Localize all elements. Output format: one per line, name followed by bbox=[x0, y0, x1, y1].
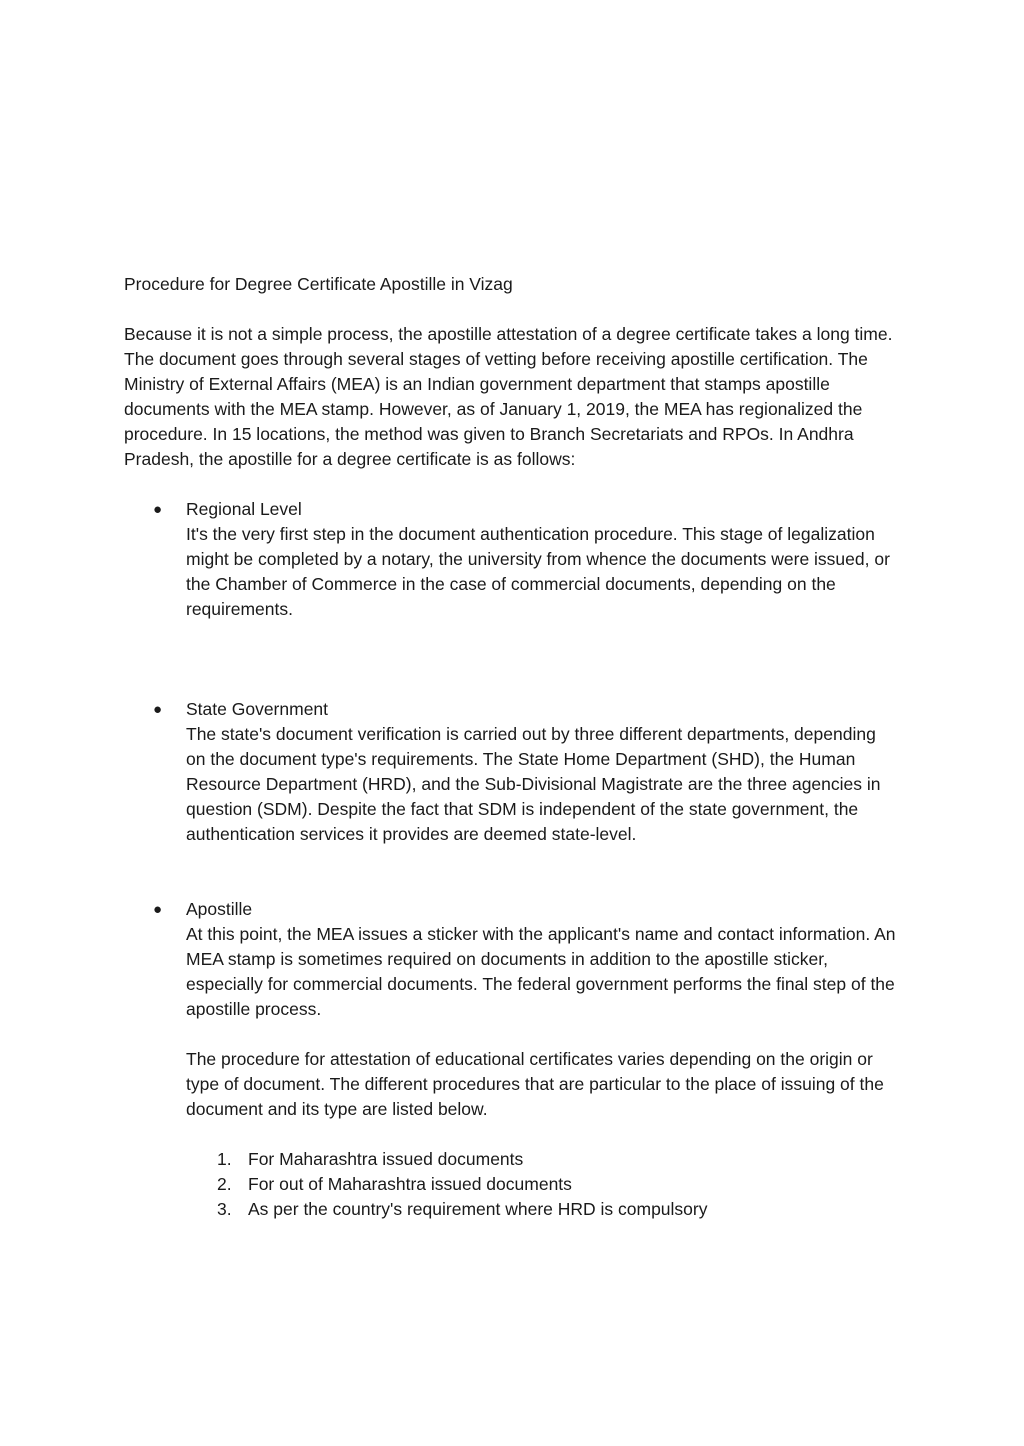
bullet-item-regional-level bbox=[124, 497, 899, 622]
numbered-marker: 1. bbox=[217, 1149, 232, 1169]
intro-paragraph: Because it is not a simple process, the apostille attestation of a degree certificate takes a long time. The document goes through several stages of vetting before receiving apostille certification. The Ministry of External Affairs (MEA) is an Indian government department that stamps apostille documents with the MEA stamp. However, as of January 1, 2019, the MEA has regionalized the procedure. In 15 locations, the method was given to Branch Secretariats and RPOs. In Andhra Pradesh, the apostille for a degree certificate is as follows: bbox=[124, 324, 893, 469]
bullet-heading: Apostille bbox=[186, 899, 253, 919]
document-body bbox=[124, 272, 899, 1222]
numbered-item-text: For Maharashtra issued documents bbox=[248, 1149, 524, 1169]
bullet-marker: ● bbox=[153, 501, 163, 518]
bullet-item-apostille bbox=[124, 897, 899, 1222]
steps-bullet-list bbox=[124, 497, 899, 1222]
blank-spacing bbox=[124, 847, 899, 897]
numbered-marker: 2. bbox=[217, 1174, 232, 1194]
blank-spacing bbox=[124, 622, 899, 697]
bullet-heading: State Government bbox=[186, 699, 329, 719]
numbered-item-text: As per the country's requirement where HRD is compulsory bbox=[248, 1199, 708, 1219]
numbered-marker: 3. bbox=[217, 1199, 232, 1219]
procedure-note-paragraph: The procedure for attestation of educational certificates varies depending on the origin or type of document. The different procedures that are particular to the place of issuing of the document and its type are listed below. bbox=[186, 1049, 884, 1119]
bullet-marker: ● bbox=[153, 701, 163, 718]
numbered-item-text: For out of Maharashtra issued documents bbox=[248, 1174, 572, 1194]
numbered-item bbox=[186, 1147, 899, 1172]
numbered-item bbox=[186, 1172, 899, 1197]
bullet-body: At this point, the MEA issues a sticker with the applicant's name and contact information. An MEA stamp is sometimes required on documents in addition to the apostille sticker, especially for commercial documents. The federal government performs the final step of the apostille process. bbox=[186, 924, 896, 1019]
document-title: Procedure for Degree Certificate Apostille in Vizag bbox=[124, 274, 513, 294]
bullet-body: The state's document verification is carried out by three different departments, depending on the document type's requirements. The State Home Department (SHD), the Human Resource Department (HRD), and the Sub-Divisional Magistrate are the three agencies in question (SDM). Despite the fact that SDM is independent of the state government, the authentication services it provides are deemed state-level. bbox=[186, 724, 881, 844]
bullet-heading: Regional Level bbox=[186, 499, 302, 519]
bullet-item-state-government bbox=[124, 697, 899, 847]
procedures-numbered-list bbox=[186, 1147, 899, 1222]
bullet-body: It's the very first step in the document authentication procedure. This stage of legalization might be completed by a notary, the university from whence the documents were issued, or the Chamber of Commerce in the case of commercial documents, depending on the requirements. bbox=[186, 524, 890, 619]
numbered-item bbox=[186, 1197, 899, 1222]
bullet-marker: ● bbox=[153, 901, 163, 918]
